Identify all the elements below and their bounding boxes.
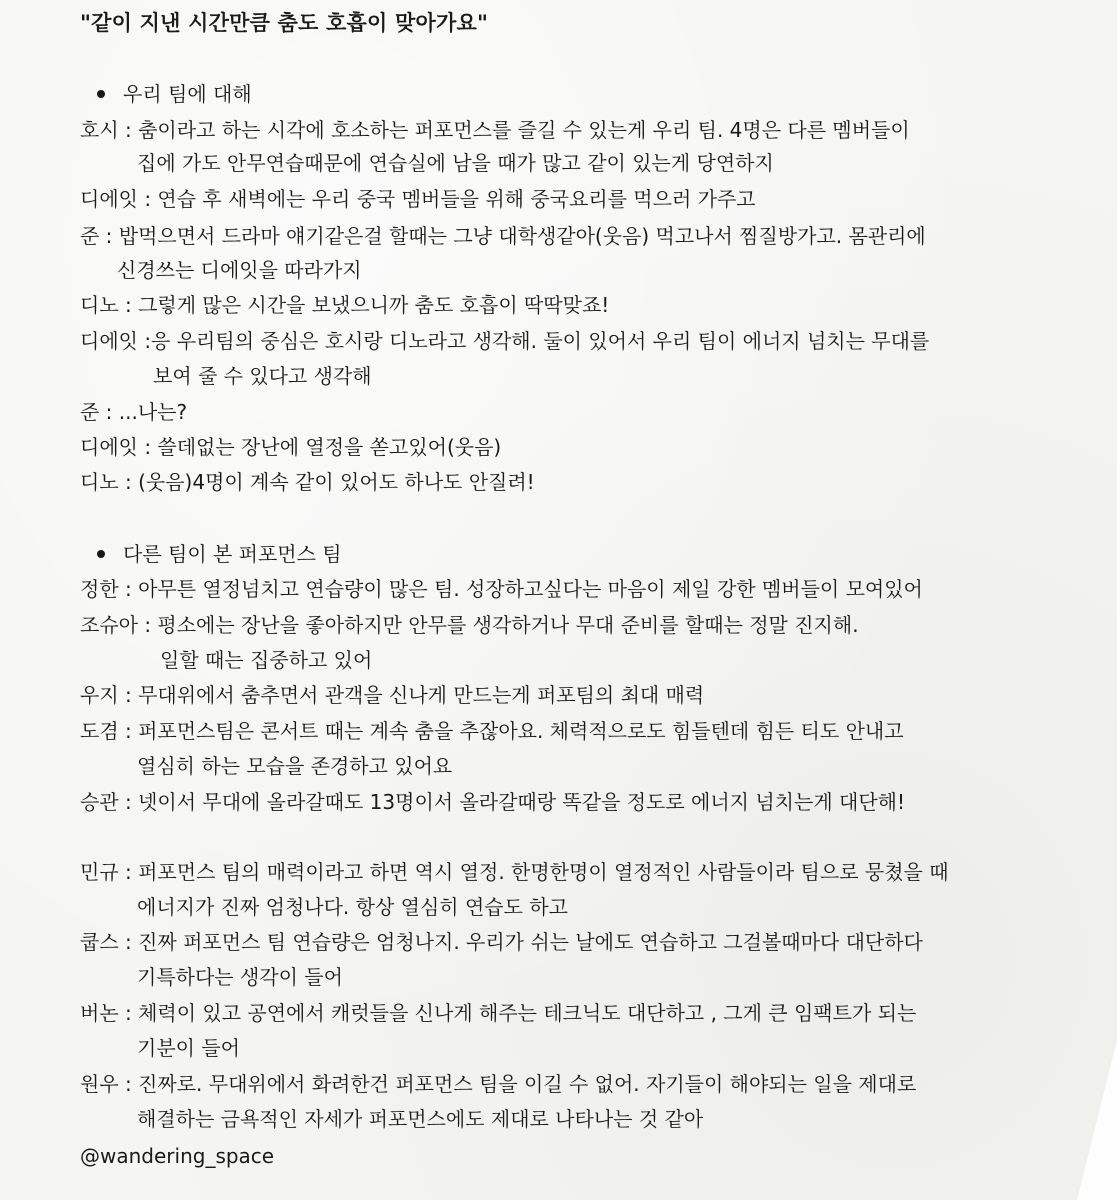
section2-heading <box>97 539 342 569</box>
section2-heading-text: 다른 팀이 본 퍼포먼스 팀 <box>123 542 342 566</box>
quote-line: 우지 : 무대위에서 춤추면서 관객을 신나게 만드는게 퍼포팀의 최대 매력 <box>80 683 705 707</box>
quote-line: 민규 : 퍼포먼스 팀의 매력이라고 하면 역시 열정. 한명한명이 열정적인 사람들이라 팀으로 뭉쳤을 때 <box>80 860 949 884</box>
quote-line: 승관 : 넷이서 무대에 올라갈때도 13명이서 올라갈때랑 똑같을 정도로 에너지 넘치는게 대단해! <box>80 790 905 814</box>
quote-line: 디에잇 : 연습 후 새벽에는 우리 중국 멤버들을 위해 중국요리를 먹으러 가주고 <box>80 187 756 211</box>
quote-line: 디노 : 그렇게 많은 시간을 보냈으니까 춤도 호흡이 딱딱맞죠! <box>80 293 610 317</box>
quote-line: 디노 : (웃음)4명이 계속 같이 있어도 하나도 안질려! <box>80 470 535 494</box>
section1-heading <box>97 79 252 109</box>
page-title: "같이 지낸 시간만큼 춤도 호흡이 맞아가요" <box>80 11 489 35</box>
bullet-icon <box>97 550 105 558</box>
quote-line: 원우 : 진짜로. 무대위에서 화려한건 퍼포먼스 팀을 이길 수 없어. 자기들이 해야되는 일을 제대로 <box>80 1072 917 1096</box>
quote-continuation: 해결하는 금욕적인 자세가 퍼포먼스에도 제대로 나타나는 것 같아 <box>137 1107 704 1131</box>
quote-line: 디에잇 : 쓸데없는 장난에 열정을 쏟고있어(웃음) <box>80 435 502 459</box>
quote-line: 호시 : 춤이라고 하는 시각에 호소하는 퍼포먼스를 즐길 수 있는게 우리 팀. 4명은 다른 멤버들이 <box>80 118 910 142</box>
quote-line: 정한 : 아무튼 열정넘치고 연습량이 많은 팀. 성장하고싶다는 마음이 제일 강한 멤버들이 모여있어 <box>80 577 923 601</box>
quote-continuation: 열심히 하는 모습을 존경하고 있어요 <box>137 754 453 778</box>
quote-line: 준 : 밥먹으면서 드라마 얘기같은걸 할때는 그냥 대학생같아(웃음) 먹고나서 찜질방가고. 몸관리에 <box>80 224 926 248</box>
quote-line: 버논 : 체력이 있고 공연에서 캐럿들을 신나게 해주는 테크닉도 대단하고 , 그게 큰 임팩트가 되는 <box>80 1001 917 1025</box>
quote-continuation: 일할 때는 집중하고 있어 <box>160 648 373 672</box>
quote-continuation: 집에 가도 안무연습때문에 연습실에 남을 때가 많고 같이 있는게 당연하지 <box>137 151 774 175</box>
quote-line: 도겸 : 퍼포먼스팀은 콘서트 때는 계속 춤을 추잖아요. 체력적으로도 힘들텐데 힘든 티도 안내고 <box>80 719 904 743</box>
quote-line: 준 : ...나는? <box>80 400 188 424</box>
quote-line: 쿱스 : 진짜 퍼포먼스 팀 연습량은 엄청나지. 우리가 쉬는 날에도 연습하고 그걸볼때마다 대단하다 <box>80 930 923 954</box>
section1-heading-text: 우리 팀에 대해 <box>123 82 252 106</box>
bullet-icon <box>97 90 105 98</box>
quote-continuation: 기특하다는 생각이 들어 <box>137 965 343 989</box>
quote-continuation: 보여 줄 수 있다고 생각해 <box>153 364 372 388</box>
quote-continuation: 기분이 들어 <box>137 1036 240 1060</box>
quote-line: 디에잇 :응 우리팀의 중심은 호시랑 디노라고 생각해. 둘이 있어서 우리 팀이 에너지 넘치는 무대를 <box>80 329 930 353</box>
quote-continuation: 에너지가 진짜 엄청나다. 항상 열심히 연습도 하고 <box>137 895 568 919</box>
source-credit: @wandering_space <box>80 1144 275 1168</box>
page-corner-decoration <box>1077 1040 1117 1200</box>
quote-continuation: 신경쓰는 디에잇을 따라가지 <box>117 258 362 282</box>
quote-line: 조슈아 : 평소에는 장난을 좋아하지만 안무를 생각하거나 무대 준비를 할때는 정말 진지해. <box>80 613 859 637</box>
